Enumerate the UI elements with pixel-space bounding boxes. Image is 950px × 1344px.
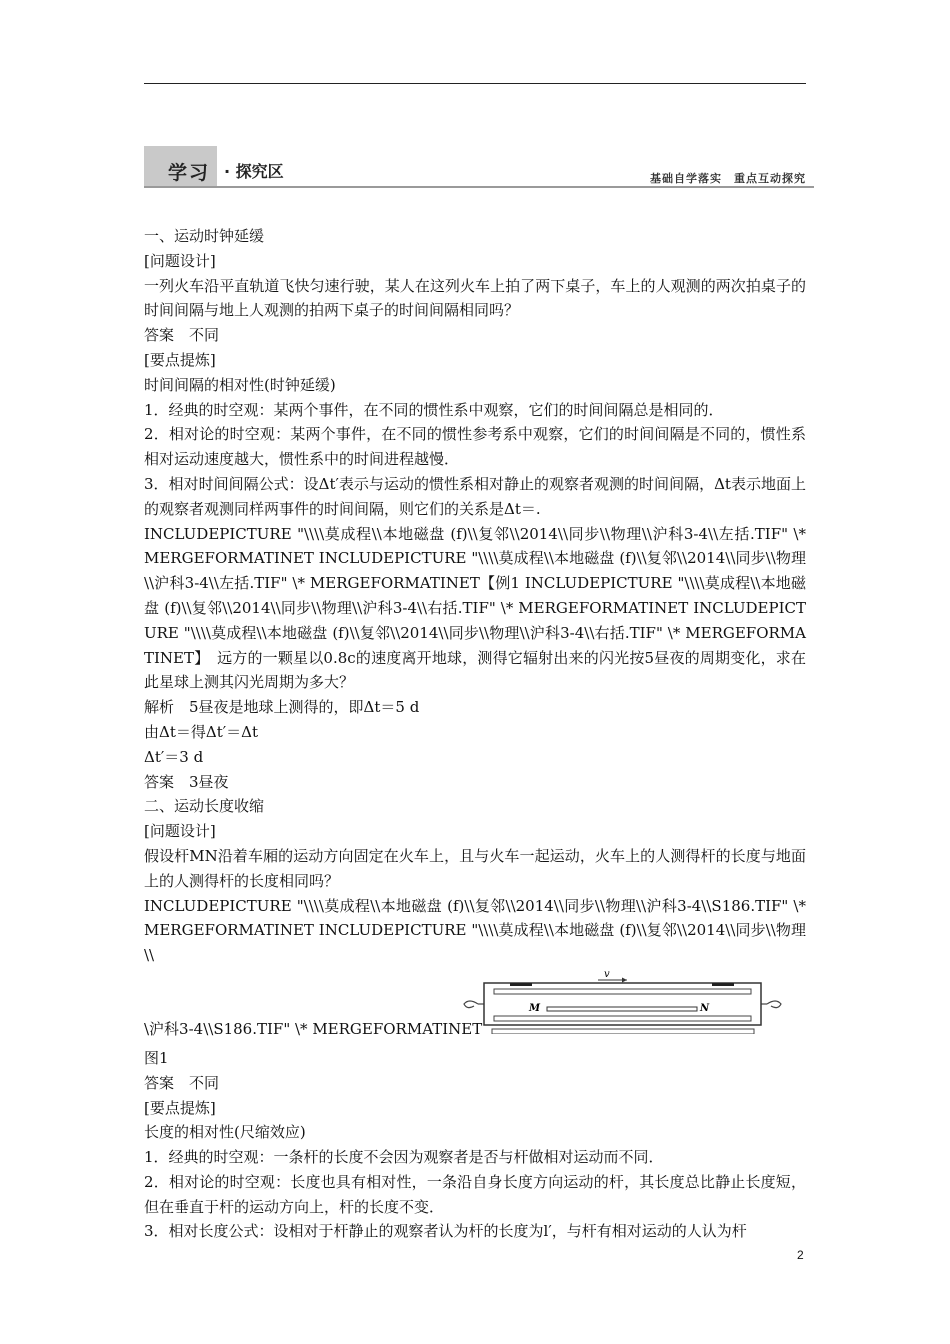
paragraph: 由Δt＝得Δt′＝Δt [144,722,258,741]
label-n: N [700,1002,710,1014]
banner-title: 学习 [168,162,211,184]
figure-row [144,970,806,1046]
paragraph: 2．相对论的时空观：长度也具有相对性，一条沿自身长度方向运动的杆，其长度总比静止长度短，但在垂直于杆的运动方向上，杆的长度不变． [144,1172,806,1216]
train-rod-figure [462,970,792,1034]
paragraph: 1．经典的时空观：一条杆的长度不会因为观察者是否与杆做相对运动而不同． [144,1148,664,1167]
paragraph: 3．相对长度公式：设相对于杆静止的观察者认为杆的长度为l′，与杆有相对运动的人认为杆 [144,1222,747,1241]
paragraph: 3．相对时间间隔公式：设Δt′表示与运动的惯性系相对静止的观察者观测的时间间隔，Δt表示地面上的观察者观测同样两事件的时间间隔，则它们的关系是Δt＝. [144,474,806,518]
paragraph: 答案 不同 [144,1073,220,1092]
banner-subtitle: · 探究区 [224,162,284,181]
paragraph: [要点提炼] [144,1098,216,1117]
rod-mn [547,1007,697,1011]
paragraph: [要点提炼] [144,350,216,369]
ground-strip [492,1029,754,1034]
paragraph: INCLUDEPICTURE "\\\\莫成程\\本地磁盘 (f)\\复邻\\2014\\同步\\物理\\沪科3-4\\S186.TIF" \* MERGEFORMATINET INCLUDEPICTURE "\\\\莫成程\\本地磁盘 (f)\\复邻\\2014\\同步\\物理\\ [144,896,806,965]
paragraph: 一列火车沿平直轨道飞快匀速行驶，某人在这列火车上拍了两下桌子，车上的人观测的两次拍桌子的时间间隔与地上人观测的拍两下桌子的时间间隔相同吗？ [144,276,806,320]
window-left [510,983,532,986]
left-hook [464,1001,478,1008]
paragraph: 1．经典的时空观：某两个事件，在不同的惯性系中观察，它们的时间间隔总是相同的． [144,400,724,419]
paragraph: [问题设计] [144,251,216,270]
paragraph: 解析 5昼夜是地球上测得的，即Δt＝5 d [144,698,420,717]
paragraph: 假设杆MN沿着车厢的运动方向固定在火车上，且与火车一起运动，火车上的人测得杆的长度与地面上的人测得杆的长度相同吗？ [144,846,806,890]
window-right [712,983,734,986]
paragraph: 答案 不同 [144,326,220,345]
velocity-label: v [604,969,610,980]
banner-underline [144,186,814,188]
paragraph: 答案 3昼夜 [144,772,229,791]
paragraph: 长度的相对性(尺缩效应) [144,1123,306,1142]
paragraph: Δt′＝3 d [144,747,204,766]
paragraph: 2．相对论的时空观：某两个事件，在不同的惯性参考系中观察，它们的时间间隔是不同的，惯性系相对运动速度越大，惯性系中的时间进程越慢． [144,425,806,469]
header-rule [144,83,806,84]
field-code-text: \沪科3-4\\S186.TIF" \* MERGEFORMATINET [144,1020,483,1039]
document-body [144,224,806,1244]
paragraph: 时间间隔的相对性(时钟延缓) [144,375,336,394]
banner-tagline: 基础自学落实 重点互动探究 [650,172,806,185]
roof-rail [494,989,751,994]
section-heading: 一、运动时钟延缓 [144,227,265,245]
paragraph: [问题设计] [144,822,216,841]
example-paragraph: INCLUDEPICTURE "\\\\莫成程\\本地磁盘 (f)\\复邻\\2014\\同步\\物理\\沪科3-4\\左括.TIF" \* MERGEFORMATINET INCLUDEPICTURE "\\\\莫成程\\本地磁盘 (f)\\复邻\\2014\\同步\\物理\\沪科3-4\\左括.TIF" \* MERGEFORMATINET【例1 INCLUDEPICTURE "\\\\莫成程\\本地磁盘 (f)\\复邻\\2014\\同步\\物理\\沪科3-4\\右括.TIF" \* MERGEFORMATINET INCLUDEPICTURE "\\\\莫成程\\本地磁盘 (f)\\复邻\\2014\\同步\\物理\\沪科3-4\\右括.TIF" \* MERGEFORMATINET】 远方的一颗星以0.8c的速度离开地球，测得它辐射出来的闪光按5昼夜的周期变化，求在此星球上测其闪光周期为多大？ [144,524,806,692]
figure-caption: 图1 [144,1048,169,1067]
label-m: M [529,1002,541,1014]
section-heading: 二、运动长度收缩 [144,797,265,816]
floor-rail [494,1016,751,1021]
page-number: 2 [797,1248,804,1262]
section-banner [144,146,814,188]
right-hook [767,1001,781,1008]
